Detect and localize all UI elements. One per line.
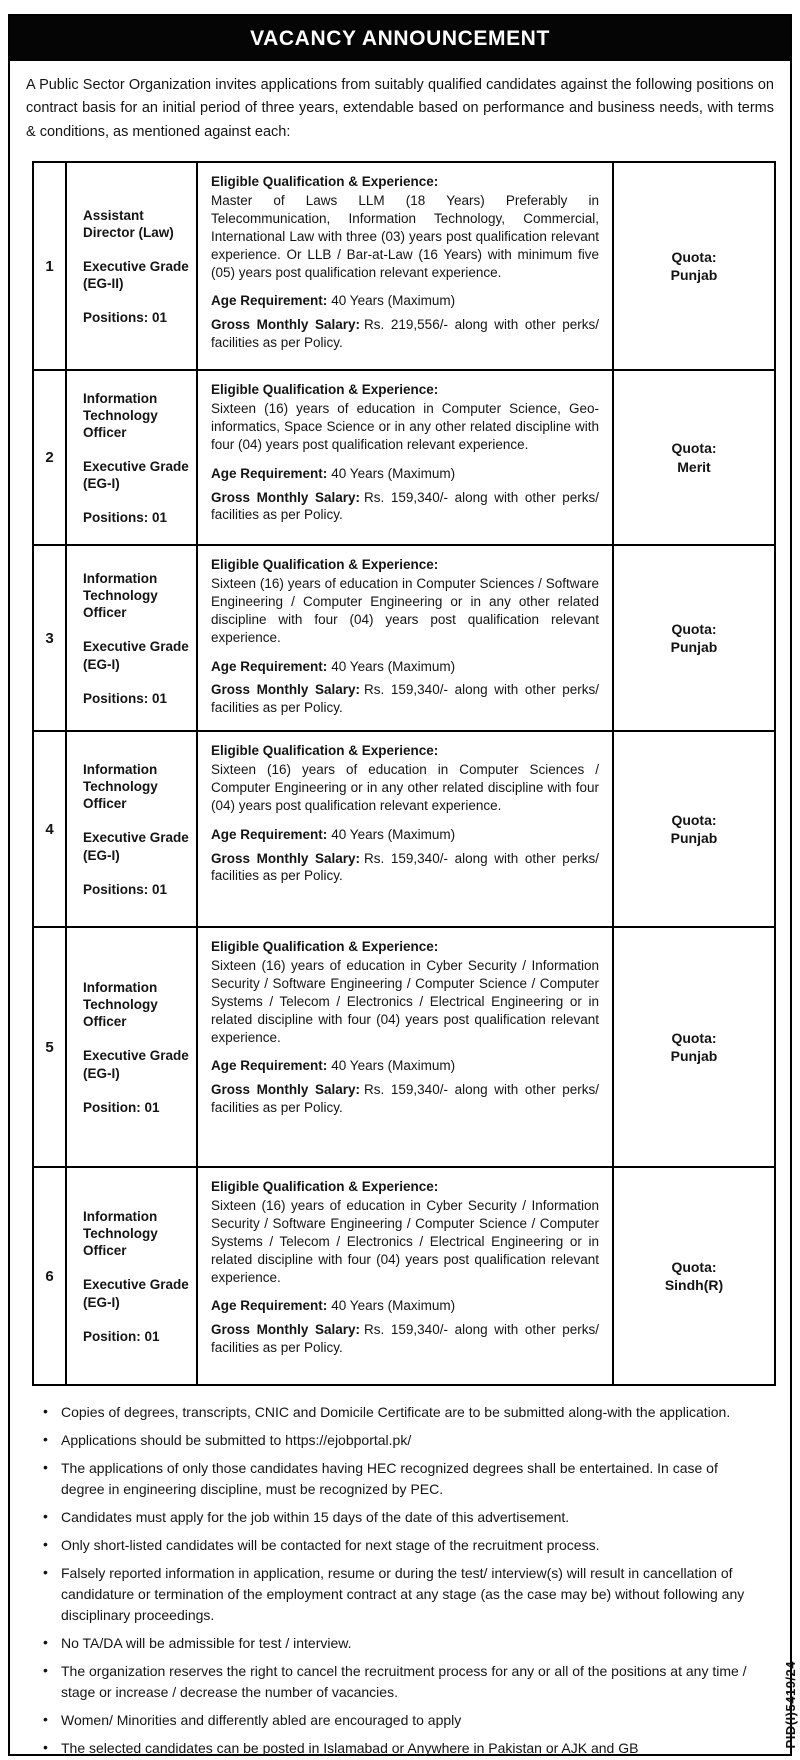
bullet-icon: • [43,1508,48,1525]
table-row [34,163,774,371]
bullet-icon: • [43,1739,48,1756]
note-item [40,1535,764,1556]
quota-cell [614,163,774,369]
table-row [34,546,774,732]
details-cell [198,732,614,926]
note-text: No TA/DA will be admissible for test / interview. [61,1635,352,1652]
note-text: The selected candidates can be posted in Islamabad or Anywhere in Pakistan or AJK and GB [61,1740,639,1757]
qualification-text: Sixteen (16) years of education in Computer Science, Geo-informatics, Space Science or in any other related discipline with four (04) years post qualification relevant experience. [211,401,599,452]
age-requirement [211,1297,599,1315]
table-row [34,732,774,928]
quota-cell [614,732,774,926]
qualification-heading: Eligible Qualification & Experience: [211,743,439,759]
position-grade: Executive Grade (EG-I) [83,830,189,863]
quota-block [671,1029,718,1067]
salary-value: Rs. 159,340/- along with other perks/ facilities as per Policy. [211,850,599,884]
position-title: Assistant Director (Law) [83,207,174,240]
age-requirement [211,658,599,676]
salary-line [211,681,599,717]
position-title: Information Technology Officer [83,1209,158,1259]
position-cell [67,371,198,544]
position-cell [67,546,198,730]
note-item [40,1402,764,1423]
quota-block [671,811,718,849]
details-cell [198,546,614,730]
note-text: The applications of only those candidates having HEC recognized degrees shall be entertained. In case of degree in engineering discipline, must be recognized by PEC. [61,1460,718,1498]
age-value: 40 Years (Maximum) [331,658,456,674]
age-requirement [211,826,599,844]
table-row [34,371,774,546]
age-label: Age Requirement: [211,465,328,481]
bullet-icon: • [43,1536,48,1553]
table-row [34,1168,774,1384]
qualification-heading: Eligible Qualification & Experience: [211,939,439,955]
qualification-heading: Eligible Qualification & Experience: [211,557,439,573]
position-grade: Executive Grade (EG-I) [83,639,189,672]
qualification-text: Sixteen (16) years of education in Cyber Security / Information Security / Software Engineering / Computer Science / Computer Systems / Telecom / Electronics / Electrical Engineering or in related discipline with four (04) years post qualification relevant experience. [211,1198,599,1285]
age-requirement [211,1057,599,1075]
row-number: 6 [34,1168,67,1384]
details-cell [198,928,614,1166]
row-number: 4 [34,732,67,926]
bullet-icon: • [43,1564,48,1581]
age-label: Age Requirement: [211,826,328,842]
salary-value: Rs. 159,340/- along with other perks/ facilities as per Policy. [211,682,599,716]
note-item [40,1458,764,1500]
row-number: 3 [34,546,67,730]
note-item [40,1661,764,1703]
qualification-text: Sixteen (16) years of education in Computer Sciences / Computer Engineering or in any other related discipline with four (04) years post qualification relevant experience. [211,762,599,813]
age-label: Age Requirement: [211,658,328,674]
bullet-icon: • [43,1662,48,1679]
quota-label: Quota: [671,1258,717,1275]
note-text: Copies of degrees, transcripts, CNIC and Domicile Certificate are to be submitted along-with the application. [61,1404,731,1421]
quota-value: Merit [677,458,711,475]
quota-value: Sindh(R) [664,1277,724,1294]
salary-line [211,489,599,525]
pid-number: PID(I)5419/24 [783,1660,798,1748]
note-item [40,1738,764,1759]
salary-value: Rs. 159,340/- along with other perks/ facilities as per Policy. [211,1082,599,1115]
quota-value: Punjab [670,267,718,284]
vacancy-title-bar [10,16,790,61]
salary-label: Gross Monthly Salary: [211,317,361,333]
quota-block [671,439,716,477]
salary-line [211,1321,599,1357]
quota-label: Quota: [671,1029,717,1046]
bullet-icon: • [43,1634,48,1651]
quota-cell [614,546,774,730]
salary-label: Gross Monthly Salary: [211,682,361,698]
salary-value: Rs. 219,556/- along with other perks/ facilities as per Policy. [211,317,599,350]
salary-label: Gross Monthly Salary: [211,1322,361,1338]
position-title: Information Technology Officer [83,571,158,621]
note-item [40,1507,764,1528]
position-count: Positions: 01 [83,510,168,526]
note-text: Applications should be submitted to https://ejobportal.pk/ [61,1432,412,1449]
bullet-icon: • [43,1431,48,1448]
position-cell [67,1168,198,1384]
age-label: Age Requirement: [211,1298,328,1314]
salary-line [211,850,599,886]
age-value: 40 Years (Maximum) [331,1058,456,1074]
position-count: Positions: 01 [83,690,168,706]
bullet-icon: • [43,1459,48,1476]
age-label: Age Requirement: [211,293,328,309]
position-grade: Executive Grade (EG-I) [83,1048,189,1081]
details-cell [198,371,614,544]
quota-cell [614,928,774,1166]
note-text: Candidates must apply for the job within 15 days of the date of this advertisement. [61,1509,570,1526]
intro-text: A Public Sector Organization invites applications from suitably qualified candidates against the following positions on contract basis for an initial period of three years, extendable based on performance and business needs, with terms & conditions, as mentioned against each: [26,77,774,140]
bullet-icon: • [43,1403,48,1420]
age-requirement [211,292,599,310]
position-grade: Executive Grade (EG-II) [83,258,189,292]
advertisement-page [8,14,792,1756]
quota-label: Quota: [671,811,717,828]
salary-line [211,316,599,352]
position-grade: Executive Grade (EG-I) [83,1277,189,1310]
position-cell [67,928,198,1166]
quota-block [671,620,718,658]
quota-label: Quota: [671,440,717,457]
age-value: 40 Years (Maximum) [331,465,456,481]
details-cell [198,1168,614,1384]
table-row [34,928,774,1168]
salary-label: Gross Monthly Salary: [211,850,361,866]
notes-list [40,1402,764,1759]
note-text: Falsely reported information in application, resume or during the test/ interview(s) will result in cancellation of candidature or termination of the employment contract at any stage (as the case may be) without following any disciplinary proceedings. [61,1565,745,1624]
row-number: 5 [34,928,67,1166]
quota-value: Punjab [670,830,718,847]
note-item [40,1633,764,1654]
salary-value: Rs. 159,340/- along with other perks/ facilities as per Policy. [211,1322,599,1355]
qualification-heading: Eligible Qualification & Experience: [211,1179,439,1195]
position-title: Information Technology Officer [83,762,158,812]
quota-cell [614,371,774,544]
quota-cell [614,1168,774,1384]
position-title: Information Technology Officer [83,390,158,440]
quota-value: Punjab [670,639,718,656]
quota-block [671,248,718,286]
positions-table [32,161,776,1386]
salary-value: Rs. 159,340/- along with other perks/ facilities as per Policy. [211,489,599,523]
note-item [40,1710,764,1731]
quota-block [665,1258,723,1296]
qualification-heading: Eligible Qualification & Experience: [211,382,439,398]
salary-line [211,1081,599,1117]
age-value: 40 Years (Maximum) [331,826,456,842]
qualification-heading: Eligible Qualification & Experience: [211,174,439,190]
page-title: VACANCY ANNOUNCEMENT [250,26,550,50]
age-value: 40 Years (Maximum) [331,293,456,309]
quota-label: Quota: [671,620,717,637]
position-count: Position: 01 [83,1328,160,1344]
note-item [40,1430,764,1451]
qualification-text: Master of Laws LLM (18 Years) Preferably in Telecommunication, Information Technology, Commercial, International Law with three (03) years post qualification relevant experience. Or LLB / Bar-at-Law (16 Years) with minimum five (05) years post qualification relevant experience. [211,193,599,280]
position-count: Positions: 01 [83,310,168,326]
note-text: Women/ Minorities and differently abled are encouraged to apply [61,1712,462,1729]
bullet-icon: • [43,1711,48,1728]
note-text: Only short-listed candidates will be contacted for next stage of the recruitment process. [61,1537,600,1554]
qualification-text: Sixteen (16) years of education in Cyber Security / Information Security / Software Engineering / Computer Science / Computer Systems / Telecom / Electronics / Electrical Engineering or in related discipline with four (04) years post qualification relevant experience. [211,958,599,1045]
quota-value: Punjab [670,1048,718,1065]
position-cell [67,732,198,926]
position-count: Positions: 01 [83,881,168,897]
salary-label: Gross Monthly Salary: [211,1082,361,1098]
row-number: 2 [34,371,67,544]
details-cell [198,163,614,369]
age-requirement [211,465,599,483]
position-count: Position: 01 [83,1099,160,1115]
age-value: 40 Years (Maximum) [331,1298,456,1314]
row-number: 1 [34,163,67,369]
salary-label: Gross Monthly Salary: [211,489,361,505]
position-cell [67,163,198,369]
age-label: Age Requirement: [211,1058,328,1074]
quota-label: Quota: [671,248,717,265]
qualification-text: Sixteen (16) years of education in Computer Sciences / Software Engineering / Computer Engineering or in any other related discipline with four (04) years post qualification relevant experience. [211,576,599,645]
position-grade: Executive Grade (EG-I) [83,458,189,492]
position-title: Information Technology Officer [83,980,158,1030]
note-text: The organization reserves the right to cancel the recruitment process for any or all of the positions at any time / stage or increase / decrease the number of vacancies. [61,1663,747,1701]
note-item [40,1563,764,1626]
